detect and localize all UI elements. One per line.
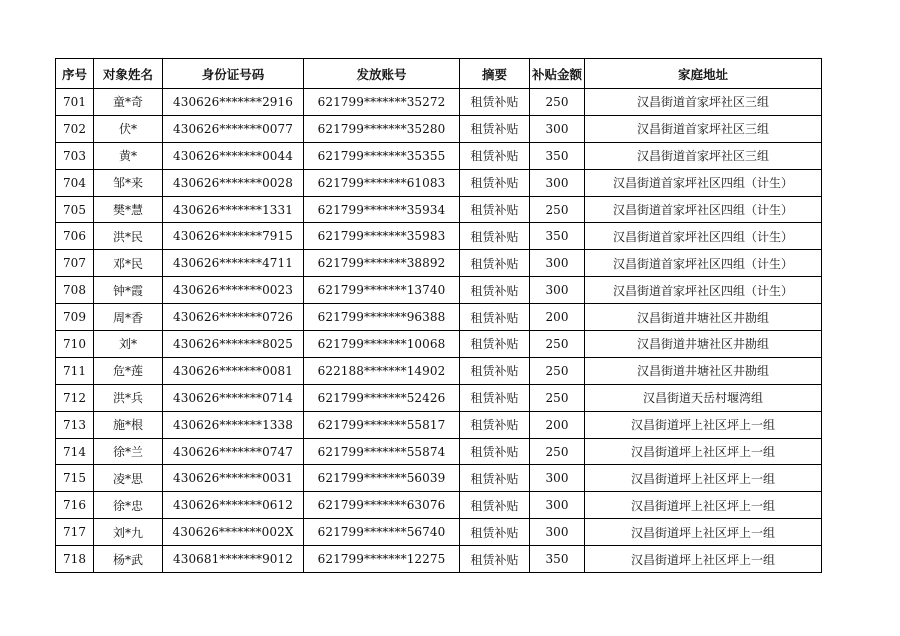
cell-account: 621799*******35272 [304, 89, 460, 116]
cell-id: 430626*******002X [163, 519, 304, 546]
table-row [56, 465, 822, 492]
cell-name: 伏* [94, 115, 163, 142]
cell-id: 430626*******0077 [163, 115, 304, 142]
cell-address: 汉昌街道首家坪社区四组（计生） [585, 250, 822, 277]
cell-summary: 租赁补贴 [460, 357, 530, 384]
column-header-name: 对象姓名 [94, 59, 163, 89]
cell-id: 430626*******0747 [163, 438, 304, 465]
cell-amount: 300 [530, 169, 585, 196]
cell-address: 汉昌街道井塘社区井勘组 [585, 357, 822, 384]
cell-name: 樊*慧 [94, 196, 163, 223]
table-row [56, 89, 822, 116]
cell-name: 洪*兵 [94, 384, 163, 411]
cell-address: 汉昌街道首家坪社区四组（计生） [585, 169, 822, 196]
table-row [56, 546, 822, 573]
cell-account: 621799*******63076 [304, 492, 460, 519]
table-row [56, 169, 822, 196]
cell-address: 汉昌街道井塘社区井勘组 [585, 331, 822, 358]
cell-summary: 租赁补贴 [460, 331, 530, 358]
cell-amount: 250 [530, 196, 585, 223]
cell-name: 凌*思 [94, 465, 163, 492]
cell-name: 洪*民 [94, 223, 163, 250]
subsidy-roster-table [55, 58, 822, 573]
column-header-address: 家庭地址 [585, 59, 822, 89]
cell-id: 430626*******0612 [163, 492, 304, 519]
cell-amount: 200 [530, 411, 585, 438]
cell-summary: 租赁补贴 [460, 465, 530, 492]
cell-address: 汉昌街道首家坪社区四组（计生） [585, 223, 822, 250]
cell-amount: 350 [530, 546, 585, 573]
cell-no: 713 [56, 411, 94, 438]
cell-address: 汉昌街道坪上社区坪上一组 [585, 519, 822, 546]
cell-no: 703 [56, 142, 94, 169]
cell-account: 621799*******56740 [304, 519, 460, 546]
cell-id: 430681*******9012 [163, 546, 304, 573]
cell-no: 707 [56, 250, 94, 277]
cell-address: 汉昌街道坪上社区坪上一组 [585, 411, 822, 438]
cell-name: 刘*九 [94, 519, 163, 546]
cell-summary: 租赁补贴 [460, 546, 530, 573]
cell-name: 施*根 [94, 411, 163, 438]
cell-address: 汉昌街道坪上社区坪上一组 [585, 546, 822, 573]
cell-name: 徐*忠 [94, 492, 163, 519]
cell-no: 706 [56, 223, 94, 250]
table-row [56, 277, 822, 304]
table-row [56, 223, 822, 250]
column-header-no: 序号 [56, 59, 94, 89]
cell-name: 危*莲 [94, 357, 163, 384]
cell-amount: 200 [530, 304, 585, 331]
cell-amount: 250 [530, 384, 585, 411]
cell-amount: 350 [530, 142, 585, 169]
cell-account: 621799*******12275 [304, 546, 460, 573]
cell-id: 430626*******0023 [163, 277, 304, 304]
cell-id: 430626*******2916 [163, 89, 304, 116]
cell-summary: 租赁补贴 [460, 142, 530, 169]
cell-address: 汉昌街道首家坪社区四组（计生） [585, 196, 822, 223]
cell-id: 430626*******4711 [163, 250, 304, 277]
cell-summary: 租赁补贴 [460, 438, 530, 465]
cell-summary: 租赁补贴 [460, 304, 530, 331]
cell-no: 709 [56, 304, 94, 331]
column-header-id: 身份证号码 [163, 59, 304, 89]
cell-no: 716 [56, 492, 94, 519]
cell-amount: 250 [530, 89, 585, 116]
cell-name: 邹*来 [94, 169, 163, 196]
table-row [56, 438, 822, 465]
cell-no: 714 [56, 438, 94, 465]
cell-id: 430626*******0081 [163, 357, 304, 384]
table-body [56, 89, 822, 573]
table-row [56, 519, 822, 546]
cell-account: 621799*******35280 [304, 115, 460, 142]
cell-id: 430626*******0726 [163, 304, 304, 331]
cell-id: 430626*******0028 [163, 169, 304, 196]
cell-account: 621799*******35934 [304, 196, 460, 223]
cell-account: 621799*******13740 [304, 277, 460, 304]
cell-summary: 租赁补贴 [460, 384, 530, 411]
cell-account: 621799*******52426 [304, 384, 460, 411]
cell-summary: 租赁补贴 [460, 169, 530, 196]
cell-no: 704 [56, 169, 94, 196]
cell-address: 汉昌街道首家坪社区三组 [585, 115, 822, 142]
cell-id: 430626*******1331 [163, 196, 304, 223]
cell-amount: 300 [530, 519, 585, 546]
cell-amount: 300 [530, 492, 585, 519]
cell-address: 汉昌街道首家坪社区三组 [585, 142, 822, 169]
cell-address: 汉昌街道坪上社区坪上一组 [585, 465, 822, 492]
cell-account: 621799*******55817 [304, 411, 460, 438]
cell-account: 621799*******35355 [304, 142, 460, 169]
cell-no: 715 [56, 465, 94, 492]
table-row [56, 357, 822, 384]
cell-amount: 300 [530, 115, 585, 142]
cell-no: 718 [56, 546, 94, 573]
cell-summary: 租赁补贴 [460, 223, 530, 250]
cell-account: 621799*******10068 [304, 331, 460, 358]
cell-id: 430626*******1338 [163, 411, 304, 438]
cell-summary: 租赁补贴 [460, 250, 530, 277]
cell-amount: 300 [530, 250, 585, 277]
cell-address: 汉昌街道天岳村堰湾组 [585, 384, 822, 411]
table-row [56, 115, 822, 142]
cell-name: 邓*民 [94, 250, 163, 277]
table-row [56, 492, 822, 519]
cell-amount: 250 [530, 331, 585, 358]
table-row [56, 384, 822, 411]
cell-name: 徐*兰 [94, 438, 163, 465]
cell-amount: 250 [530, 357, 585, 384]
table-row [56, 304, 822, 331]
cell-name: 童*奇 [94, 89, 163, 116]
cell-name: 杨*武 [94, 546, 163, 573]
cell-name: 黄* [94, 142, 163, 169]
table-row [56, 196, 822, 223]
cell-no: 708 [56, 277, 94, 304]
table-row [56, 331, 822, 358]
cell-amount: 250 [530, 438, 585, 465]
cell-address: 汉昌街道首家坪社区四组（计生） [585, 277, 822, 304]
cell-address: 汉昌街道首家坪社区三组 [585, 89, 822, 116]
cell-account: 621799*******61083 [304, 169, 460, 196]
cell-summary: 租赁补贴 [460, 277, 530, 304]
cell-address: 汉昌街道井塘社区井勘组 [585, 304, 822, 331]
column-header-account: 发放账号 [304, 59, 460, 89]
cell-summary: 租赁补贴 [460, 89, 530, 116]
cell-summary: 租赁补贴 [460, 196, 530, 223]
cell-id: 430626*******7915 [163, 223, 304, 250]
cell-address: 汉昌街道坪上社区坪上一组 [585, 492, 822, 519]
cell-amount: 300 [530, 465, 585, 492]
cell-account: 622188*******14902 [304, 357, 460, 384]
table-row [56, 142, 822, 169]
cell-account: 621799*******55874 [304, 438, 460, 465]
cell-no: 701 [56, 89, 94, 116]
cell-no: 717 [56, 519, 94, 546]
cell-no: 702 [56, 115, 94, 142]
cell-account: 621799*******38892 [304, 250, 460, 277]
cell-no: 711 [56, 357, 94, 384]
cell-address: 汉昌街道坪上社区坪上一组 [585, 438, 822, 465]
cell-id: 430626*******0031 [163, 465, 304, 492]
cell-account: 621799*******96388 [304, 304, 460, 331]
cell-id: 430626*******0714 [163, 384, 304, 411]
cell-name: 周*香 [94, 304, 163, 331]
cell-account: 621799*******35983 [304, 223, 460, 250]
cell-summary: 租赁补贴 [460, 411, 530, 438]
cell-id: 430626*******0044 [163, 142, 304, 169]
cell-name: 钟*霞 [94, 277, 163, 304]
cell-summary: 租赁补贴 [460, 492, 530, 519]
cell-summary: 租赁补贴 [460, 519, 530, 546]
cell-account: 621799*******56039 [304, 465, 460, 492]
table-row [56, 411, 822, 438]
cell-no: 705 [56, 196, 94, 223]
column-header-summary: 摘要 [460, 59, 530, 89]
cell-id: 430626*******8025 [163, 331, 304, 358]
cell-name: 刘* [94, 331, 163, 358]
cell-no: 710 [56, 331, 94, 358]
cell-amount: 350 [530, 223, 585, 250]
column-header-amount: 补贴金额 [530, 59, 585, 89]
header-row [56, 59, 822, 89]
cell-summary: 租赁补贴 [460, 115, 530, 142]
table-row [56, 250, 822, 277]
cell-no: 712 [56, 384, 94, 411]
cell-amount: 300 [530, 277, 585, 304]
